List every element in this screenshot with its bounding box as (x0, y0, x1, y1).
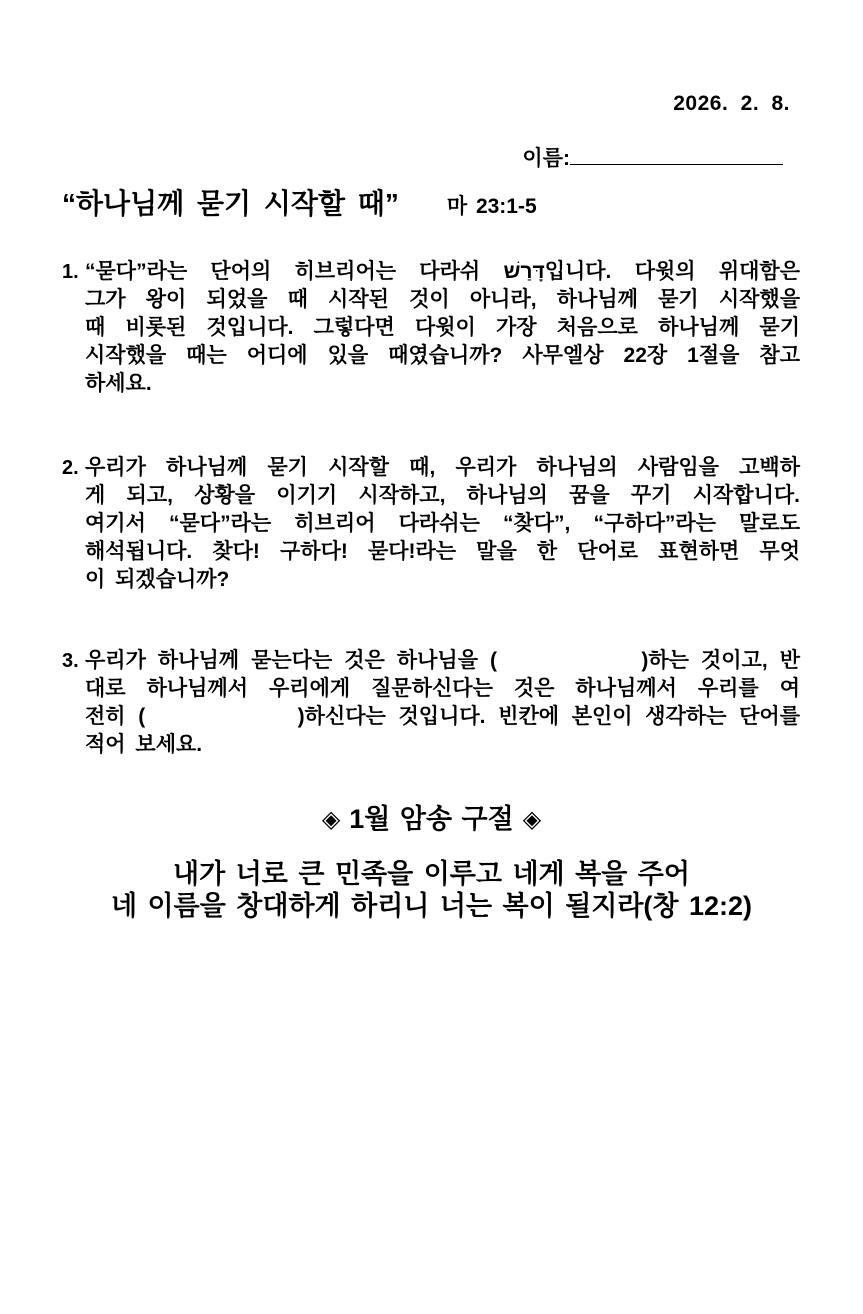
question-number: 2. (62, 457, 79, 479)
question-number: 1. (62, 261, 79, 283)
page-date: 2026. 2. 8. (673, 92, 790, 115)
diamond-icon: ◈ (522, 806, 542, 833)
question-text (85, 258, 800, 398)
scripture-reference: 마 23:1-5 (446, 195, 537, 218)
question-line: 해석됩니다. 찾다! 구하다! 묻다!라는 말을 한 단어로 표현하면 무엇 (85, 540, 800, 563)
question-line-with-blank: 전히 ( )하신다는 것입니다. 빈칸에 본인이 생각하는 단어를 (85, 705, 800, 728)
question-2 (0, 454, 863, 594)
memory-verse-line: 네 이름을 창대하게 하리니 너는 복이 될지라(창 12:2) (110, 891, 753, 921)
title-row (0, 187, 863, 220)
question-line: 적어 보세요. (85, 733, 203, 756)
question-text (85, 647, 800, 759)
question-line: 여기서 “묻다”라는 히브리어 다라쉬는 “찾다”, “구하다”라는 말로도 (85, 512, 800, 535)
question-line: 우리가 하나님께 묻기 시작할 때, 우리가 하나님의 사람임을 고백하 (85, 456, 800, 479)
memory-verse (0, 858, 863, 922)
question-line: 시작했을 때는 어디에 있을 때였습니까? 사무엘상 22장 1절을 참고 (85, 344, 800, 367)
question-line: 이 되겠습니까? (85, 568, 230, 591)
question-number: 3. (62, 650, 79, 672)
worksheet-page (0, 93, 863, 1314)
question-line: 그가 왕이 되었을 때 시작된 것이 아니라, 하나님께 묻기 시작했을 (85, 288, 800, 311)
question-line: 때 비롯된 것입니다. 그렇다면 다윗이 가장 처음으로 하나님께 묻기 (85, 316, 800, 339)
question-1 (0, 258, 863, 398)
worksheet-title: “하나님께 묻기 시작할 때” (62, 188, 399, 219)
name-row (0, 142, 863, 170)
question-line: 하세요. (85, 372, 152, 395)
memory-verse-heading (0, 804, 863, 836)
question-line: 대로 하나님께서 우리에게 질문하신다는 것은 하나님께서 우리를 여 (85, 677, 800, 700)
name-label: 이름: (522, 147, 570, 170)
question-line: “묻다”라는 단어의 히브리어는 다라쉬 דָּרַשׁ입니다. 다윗의 위대함은 (85, 260, 800, 283)
diamond-icon: ◈ (321, 806, 341, 833)
question-3 (0, 647, 863, 759)
question-line-with-blank: 우리가 하나님께 묻는다는 것은 하나님을 ( )하는 것이고, 반 (85, 649, 800, 672)
memory-verse-line: 내가 너로 큰 민족을 이루고 네게 복을 주어 (173, 859, 690, 889)
name-blank-line (570, 142, 783, 165)
memory-verse-title: 1월 암송 구절 (349, 804, 514, 834)
question-line: 게 되고, 상황을 이기기 시작하고, 하나님의 꿈을 꾸기 시작합니다. (85, 484, 800, 507)
question-text (85, 454, 800, 594)
